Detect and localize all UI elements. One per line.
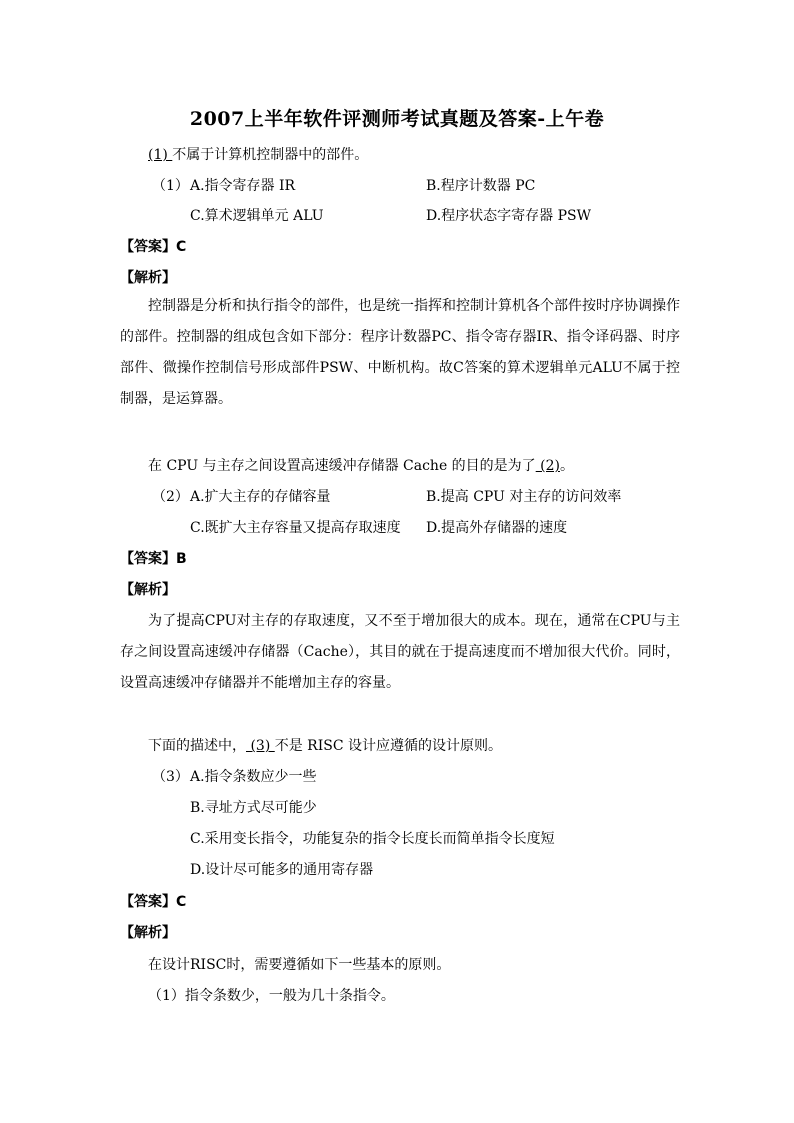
q3-analysis-intro: 在设计RISC时，需要遵循如下一些基本的原则。 bbox=[148, 957, 451, 973]
q1-blank: (1) bbox=[148, 147, 173, 163]
q1-analysis-label: 【解析】 bbox=[120, 270, 176, 286]
q2-answer-label: 【答案】 bbox=[120, 551, 176, 567]
page-title: 2007上半年软件评测师考试真题及答案-上午卷 bbox=[189, 108, 605, 130]
q3-option-a: A.指令条数应少一些 bbox=[190, 769, 317, 785]
q1-analysis-text: 控制器是分析和执行指令的部件，也是统一指挥和控制计算机各个部件按时序协调操作的部件。控制器的组成包含如下部分：程序计数器PC、指令寄存器IR、指令译码器、时序部件、微操作控制信号形成部件PSW、中断机构。故C答案的算术逻辑单元ALU不属于控制器，是运算器。 bbox=[120, 298, 680, 407]
q3-stem-before: 下面的描述中， bbox=[148, 738, 246, 754]
q2-analysis-text: 为了提高CPU对主存的存取速度，又不至于增加很大的成本。现在，通常在CPU与主存之间设置高速缓冲存储器（Cache），其目的就在于提高速度而不增加很大代价。同时，设置高速缓冲存储器并不能增加主存的容量。 bbox=[120, 613, 680, 691]
q3-stem-after: 不是 RISC 设计应遵循的设计原则。 bbox=[274, 738, 503, 754]
q1-number: （1） bbox=[152, 178, 189, 194]
q1-stem-text: 不属于计算机控制器中的部件。 bbox=[172, 147, 369, 163]
q2-stem-after: 。 bbox=[559, 458, 574, 474]
q1-option-d: D.程序状态字寄存器 PSW bbox=[426, 208, 592, 224]
q2-option-b: B.提高 CPU 对主存的访问效率 bbox=[426, 489, 622, 505]
q2-answer-value: B bbox=[176, 551, 187, 567]
q2-option-c: C.既扩大主存容量又提高存取速度 bbox=[190, 520, 401, 536]
q1-answer bbox=[120, 237, 186, 257]
q3-answer-value: C bbox=[176, 894, 187, 910]
q2-number: （2） bbox=[152, 489, 189, 505]
q2-stem-before: 在 CPU 与主存之间设置高速缓冲存储器 Cache 的目的是为了 bbox=[148, 458, 536, 474]
q3-answer bbox=[120, 892, 186, 912]
q1-option-b: B.程序计数器 PC bbox=[426, 178, 536, 194]
q2-analysis bbox=[120, 606, 680, 699]
q3-number: （3） bbox=[152, 769, 189, 785]
q2-blank: (2) bbox=[535, 458, 560, 474]
q1-answer-label: 【答案】 bbox=[120, 239, 176, 255]
q2-answer bbox=[120, 549, 187, 569]
q3-option-b: B.寻址方式尽可能少 bbox=[190, 800, 317, 816]
q1-stem bbox=[148, 145, 368, 165]
q1-analysis bbox=[120, 291, 680, 415]
q1-option-a: A.指令寄存器 IR bbox=[190, 178, 296, 194]
q2-option-d: D.提高外存储器的速度 bbox=[426, 520, 568, 536]
q2-stem bbox=[148, 456, 574, 476]
q3-option-c: C.采用变长指令，功能复杂的指令长度长而简单指令长度短 bbox=[190, 831, 555, 847]
q3-option-d: D.设计尽可能多的通用寄存器 bbox=[190, 862, 374, 878]
q3-blank: (3) bbox=[246, 738, 275, 754]
q1-option-c: C.算术逻辑单元 ALU bbox=[190, 208, 324, 224]
q2-analysis-label: 【解析】 bbox=[120, 582, 176, 598]
q3-answer-label: 【答案】 bbox=[120, 894, 176, 910]
q3-analysis-label: 【解析】 bbox=[120, 925, 176, 941]
q1-answer-value: C bbox=[176, 239, 187, 255]
q3-analysis-point-1: （1）指令条数少，一般为几十条指令。 bbox=[148, 988, 395, 1004]
q3-stem bbox=[148, 736, 502, 756]
q2-option-a: A.扩大主存的存储容量 bbox=[190, 489, 331, 505]
